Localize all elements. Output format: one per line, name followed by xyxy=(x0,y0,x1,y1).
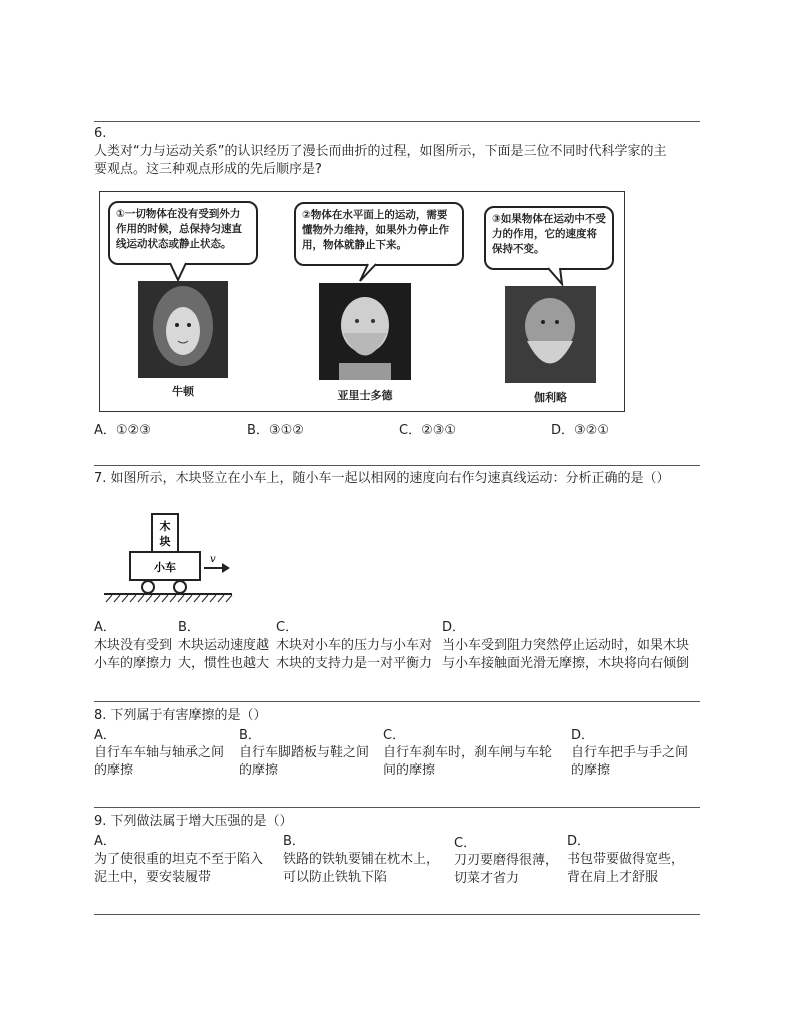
q6-option-d[interactable]: D．③②① xyxy=(551,423,609,438)
q9-a-line1[interactable]: 为了使很重的坦克不至于陷入 xyxy=(94,852,264,867)
q7-c-line2[interactable]: 木块的支持力是一对平衡力 xyxy=(276,656,433,671)
q7-c-line1[interactable]: 木块对小车的压力与小车对 xyxy=(276,638,433,653)
q7-b-label[interactable]: B． xyxy=(178,620,200,635)
q9-d-line1[interactable]: 书包带要做得宽些， xyxy=(567,852,685,867)
q9-a-label[interactable]: A． xyxy=(94,834,116,849)
q8-c-line2[interactable]: 间的摩擦 xyxy=(383,763,436,778)
divider-q9 xyxy=(94,807,700,808)
portrait-newton xyxy=(138,281,228,378)
q7-text: 7. 如图所示，木块竖立在小车上，随小车一起以相网的速度向右作匀速真线运动：分析正确的是（） xyxy=(94,471,670,486)
q8-c-label[interactable]: C． xyxy=(383,728,406,743)
q7-a-line1[interactable]: 木块没有受到 xyxy=(94,638,173,653)
q6-option-a[interactable]: A．①②③ xyxy=(94,423,151,438)
q6-number: 6. xyxy=(94,126,107,141)
q7-a-line2[interactable]: 小车的摩擦力 xyxy=(94,656,173,671)
q6-option-b[interactable]: B．③①② xyxy=(247,423,304,438)
bubble-1: ①一切物体在没有受到外力作用的时候，总保持匀速直线运动状态或静止状态。 xyxy=(108,201,258,265)
q7-b-line1[interactable]: 木块运动速度越 xyxy=(178,638,270,653)
q7-b-line2[interactable]: 大，惯性也越大 xyxy=(178,656,270,671)
q8-b-label[interactable]: B． xyxy=(239,728,261,743)
q7-d-line2[interactable]: 与小车接触面光滑无摩擦，木块将向右倾倒 xyxy=(442,656,690,671)
wheel-right xyxy=(174,581,186,593)
q8-a-line1[interactable]: 自行车车轴与轴承之间 xyxy=(94,745,225,760)
cart-label: 小车 xyxy=(154,561,176,574)
q6-text-line2: 要观点。这三种观点形成的先后顺序是? xyxy=(94,162,322,177)
q9-c-line1[interactable]: 刀刃要磨得很薄， xyxy=(454,853,559,868)
divider-top xyxy=(94,121,700,122)
q9-a-line2[interactable]: 泥土中，要安装履带 xyxy=(94,870,212,885)
q8-b-line2[interactable]: 的摩擦 xyxy=(239,763,279,778)
galileo-face-icon xyxy=(505,286,596,383)
divider-q8 xyxy=(94,701,700,702)
bubble-3: ③如果物体在运动中不受力的作用，它的速度将保持不变。 xyxy=(484,206,614,270)
portrait-aristotle xyxy=(319,283,411,380)
velocity-label: v xyxy=(210,554,216,565)
q8-text: 8. 下列属于有害摩擦的是（） xyxy=(94,708,267,723)
q7-d-label[interactable]: D． xyxy=(442,620,466,635)
q8-d-label[interactable]: D． xyxy=(571,728,595,743)
q6-option-c[interactable]: C．②③① xyxy=(399,423,457,438)
bubble-2: ②物体在水平面上的运动，需要懂物外力维持，如果外力停止作用，物体就静止下来。 xyxy=(294,202,464,266)
q9-b-line2[interactable]: 可以防止铁轨下陷 xyxy=(283,870,388,885)
portrait-galileo xyxy=(505,286,596,383)
q9-text: 9. 下列做法属于增大压强的是（） xyxy=(94,814,293,829)
divider-q7 xyxy=(94,465,700,466)
q8-a-line2[interactable]: 的摩擦 xyxy=(94,763,134,778)
q9-d-label[interactable]: D． xyxy=(567,834,591,849)
q8-d-line1[interactable]: 自行车把手与手之间 xyxy=(571,745,689,760)
q8-c-line1[interactable]: 自行车刹车时，刹车闸与车轮 xyxy=(383,745,553,760)
q6-text-line1: 人类对“力与运动关系”的认识经历了漫长而曲折的过程，如图所示，下面是三位不同时代科学家的主 xyxy=(94,144,667,159)
q8-a-label[interactable]: A． xyxy=(94,728,116,743)
caption-galileo: 伽利略 xyxy=(534,391,567,404)
caption-aristotle: 亚里士多德 xyxy=(337,389,393,402)
block-text-1: 木 xyxy=(159,520,171,533)
q9-d-line2[interactable]: 背在肩上才舒服 xyxy=(567,870,659,885)
divider-bottom xyxy=(94,914,700,915)
aristotle-bust-icon xyxy=(319,283,411,380)
q7-cart-figure xyxy=(100,512,240,604)
q6-figure xyxy=(99,191,625,412)
q9-c-line2[interactable]: 切菜才省力 xyxy=(454,871,520,886)
block-text-2: 块 xyxy=(159,535,171,548)
q7-c-label[interactable]: C． xyxy=(276,620,299,635)
caption-newton: 牛顿 xyxy=(172,385,194,398)
wheel-left xyxy=(142,581,154,593)
q9-b-line1[interactable]: 铁路的铁轨要铺在枕木上， xyxy=(283,852,440,867)
q8-d-line2[interactable]: 的摩擦 xyxy=(571,763,611,778)
q9-b-label[interactable]: B． xyxy=(283,834,305,849)
newton-face-icon xyxy=(138,281,228,378)
q7-a-label[interactable]: A． xyxy=(94,620,116,635)
q7-d-line1[interactable]: 当小车受到阻力突然停止运动时，如果木块 xyxy=(442,638,690,653)
q8-b-line1[interactable]: 自行车脚踏板与鞋之间 xyxy=(239,745,370,760)
q9-c-label[interactable]: C． xyxy=(454,836,477,851)
